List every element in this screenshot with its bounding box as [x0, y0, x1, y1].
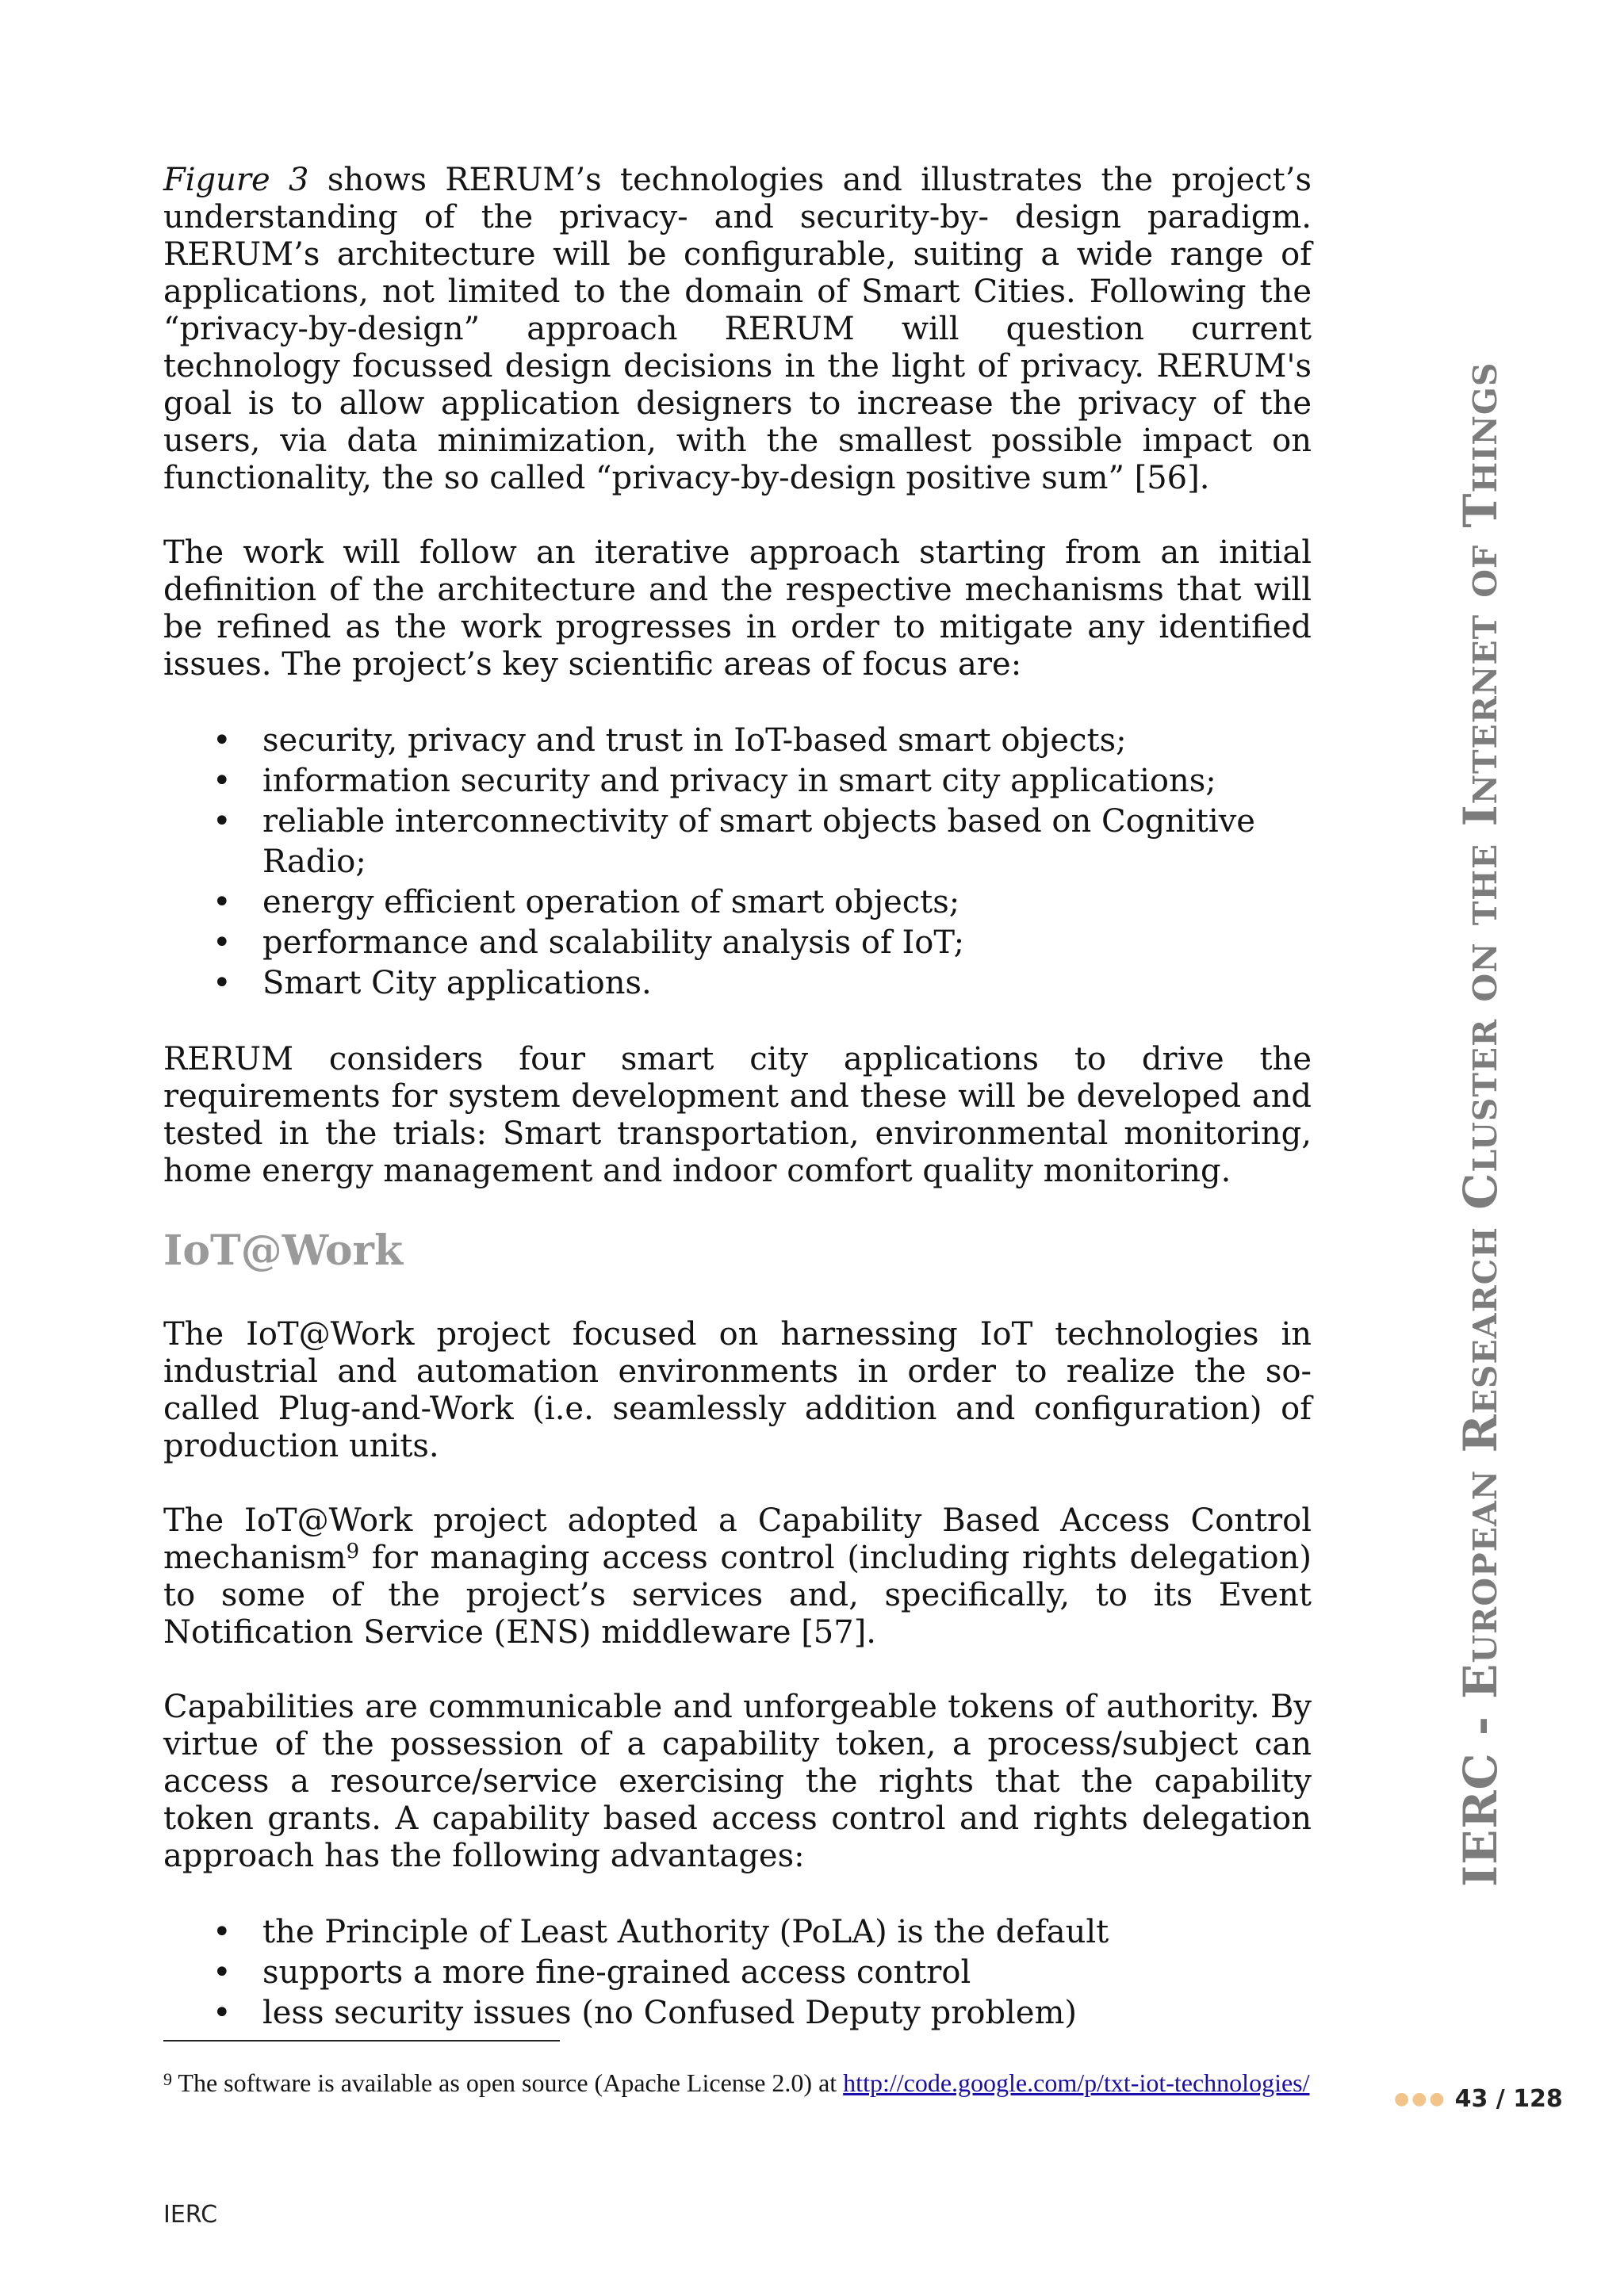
list-item: • Smart City applications. [163, 963, 1312, 1004]
side-title: IERC - European Research Cluster on the Internet of Things [1454, 362, 1507, 1887]
paragraph-text: for managing access control (including rights delegation) to some of the project’s services and, specifically, to its Event Notification Service (ENS) middleware [57]. [163, 1540, 1312, 1651]
footnote-number: 9 [163, 2069, 172, 2089]
paragraph-capability-access [163, 1502, 1312, 1651]
list-item: • information security and privacy in smart city applications; [163, 761, 1312, 802]
focus-areas-list [163, 721, 1312, 1004]
section-heading: IoT@Work [163, 1226, 403, 1275]
page-number-text: 43 / 128 [1454, 2085, 1563, 2113]
list-item: • performance and scalability analysis of IoT; [163, 923, 1312, 963]
page-number [1394, 2085, 1563, 2113]
footer-label: IERC [163, 2201, 218, 2229]
page-content [163, 162, 1312, 2071]
paragraph-text: The IoT@Work project adopted a Capability Based Access Control mechanism [163, 1502, 1312, 1576]
footnote-divider [163, 2040, 560, 2042]
paragraph-capabilities: Capabilities are communicable and unforgeable tokens of authority. By virtue of the possession of a capability token, a process/subject can access a resource/service exercising the rights that the capability token grants. A capability based access control and rights delegation approach has the following advantages: [163, 1689, 1312, 1874]
footnote-text: The software is available as open source (Apache License 2.0) at [172, 2068, 844, 2097]
list-item: • supports a more fine-grained access control [163, 1953, 1312, 1993]
footnote [163, 2066, 1312, 2099]
footnote-link[interactable]: http://code.google.com/p/txt-iot-technologies/ [843, 2068, 1310, 2097]
paragraph-iotwork-intro: The IoT@Work project focused on harnessing IoT technologies in industrial and automation environments in order to realize the so-called Plug-and-Work (i.e. seamlessly addition and configuration) of production units. [163, 1316, 1312, 1464]
list-item: • the Principle of Least Authority (PoLA) is the default [163, 1912, 1312, 1953]
list-item: • less security issues (no Confused Deputy problem) [163, 1993, 1312, 2034]
paragraph-rerum-intro [163, 162, 1312, 497]
footnote-reference[interactable]: 9 [346, 1540, 360, 1563]
dots-icon: ●●● [1394, 2089, 1447, 2109]
figure-reference[interactable]: Figure 3 [163, 162, 309, 198]
paragraph-text: shows RERUM’s technologies and illustrates the project’s understanding of the privacy- and security-by- design paradigm. RERUM’s architecture will be configurable, suiting a wide range of applications, not limited to the domain of Smart Cities. Following the “privacy-by-design” approach RERUM will question current technology focussed design decisions in the light of privacy. RERUM's goal is to allow application designers to increase the privacy of the users, via data minimization, with the smallest possible impact on functionality, the so called “privacy-by-design positive sum” [56]. [163, 162, 1312, 496]
list-item: • security, privacy and trust in IoT-based smart objects; [163, 721, 1312, 761]
advantages-list [163, 1912, 1312, 2034]
paragraph-applications: RERUM considers four smart city applications to drive the requirements for system development and these will be developed and tested in the trials: Smart transportation, environmental monitoring, home energy management and indoor comfort quality monitoring. [163, 1041, 1312, 1189]
paragraph-approach: The work will follow an iterative approach starting from an initial definition of the architecture and the respective mechanisms that will be refined as the work progresses in order to mitigate any identified issues. The project’s key scientific areas of focus are: [163, 534, 1312, 683]
list-item: • energy efficient operation of smart objects; [163, 882, 1312, 923]
list-item: • reliable interconnectivity of smart objects based on Cognitive Radio; [163, 802, 1312, 882]
